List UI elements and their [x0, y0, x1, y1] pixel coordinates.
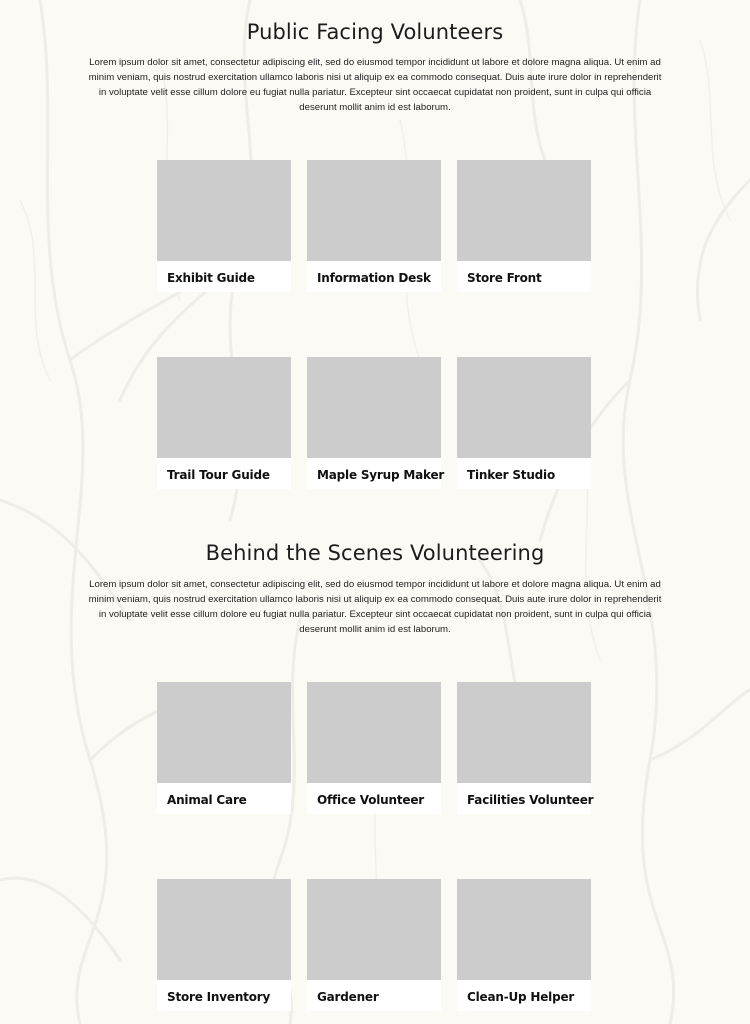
card-image-placeholder: [457, 682, 591, 783]
volunteer-card-tinker-studio[interactable]: [457, 357, 591, 489]
volunteer-card-office-volunteer[interactable]: [307, 682, 441, 814]
card-label: Trail Tour Guide: [167, 468, 270, 482]
card-label: Office Volunteer: [317, 793, 424, 807]
card-image-placeholder: [307, 160, 441, 261]
card-image-placeholder: [157, 357, 291, 458]
volunteer-card-store-inventory[interactable]: [157, 879, 291, 1011]
card-image-placeholder: [457, 357, 591, 458]
volunteer-card-animal-care[interactable]: [157, 682, 291, 814]
volunteer-card-clean-up-helper[interactable]: [457, 879, 591, 1011]
volunteer-card-trail-tour-guide[interactable]: [157, 357, 291, 489]
behind-section-title: Behind the Scenes Volunteering: [205, 541, 545, 565]
card-label: Tinker Studio: [467, 468, 556, 482]
card-label: Facilities Volunteer: [467, 793, 594, 807]
volunteer-card-store-front[interactable]: [457, 160, 591, 292]
card-label: Animal Care: [167, 793, 247, 807]
card-label: Store Inventory: [167, 990, 271, 1004]
card-label: Clean-Up Helper: [467, 990, 575, 1004]
card-image-placeholder: [157, 160, 291, 261]
card-image-placeholder: [307, 682, 441, 783]
volunteer-card-facilities-volunteer[interactable]: [457, 682, 594, 814]
card-label: Maple Syrup Maker: [317, 468, 445, 482]
volunteer-card-exhibit-guide[interactable]: [157, 160, 291, 292]
public-section-title: Public Facing Volunteers: [246, 20, 504, 44]
volunteer-card-gardener[interactable]: [307, 879, 441, 1011]
card-image-placeholder: [307, 357, 441, 458]
volunteer-card-information-desk[interactable]: [307, 160, 441, 292]
public-section-description: Lorem ipsum dolor sit amet, consectetur adipiscing elit, sed do eiusmod tempor incididunt ut labore et dolore magna aliqua. Ut enim ad minim veniam, quis nostrud exercitation ullamco laboris nisi ut aliquip ex ea commodo consequat. Duis aute irure dolor in reprehenderit in voluptate velit esse cillum dolore eu fugiat nulla pariatur. Excepteur sint occaecat cupidatat non proident, sunt in culpa qui officia deserunt mollit anim id est laborum.: [88, 57, 662, 113]
card-label: Gardener: [317, 990, 379, 1004]
volunteer-card-maple-syrup-maker[interactable]: [307, 357, 445, 489]
behind-section-description: Lorem ipsum dolor sit amet, consectetur adipiscing elit, sed do eiusmod tempor incididunt ut labore et dolore magna aliqua. Ut enim ad minim veniam, quis nostrud exercitation ullamco laboris nisi ut aliquip ex ea commodo consequat. Duis aute irure dolor in reprehenderit in voluptate velit esse cillum dolore eu fugiat nulla pariatur. Excepteur sint occaecat cupidatat non proident, sunt in culpa qui officia deserunt mollit anim id est laborum.: [88, 579, 662, 635]
card-label: Information Desk: [317, 271, 431, 285]
card-image-placeholder: [157, 682, 291, 783]
card-image-placeholder: [457, 879, 591, 980]
card-label: Exhibit Guide: [167, 271, 255, 285]
card-image-placeholder: [157, 879, 291, 980]
card-image-placeholder: [307, 879, 441, 980]
card-image-placeholder: [457, 160, 591, 261]
card-label: Store Front: [467, 271, 542, 285]
